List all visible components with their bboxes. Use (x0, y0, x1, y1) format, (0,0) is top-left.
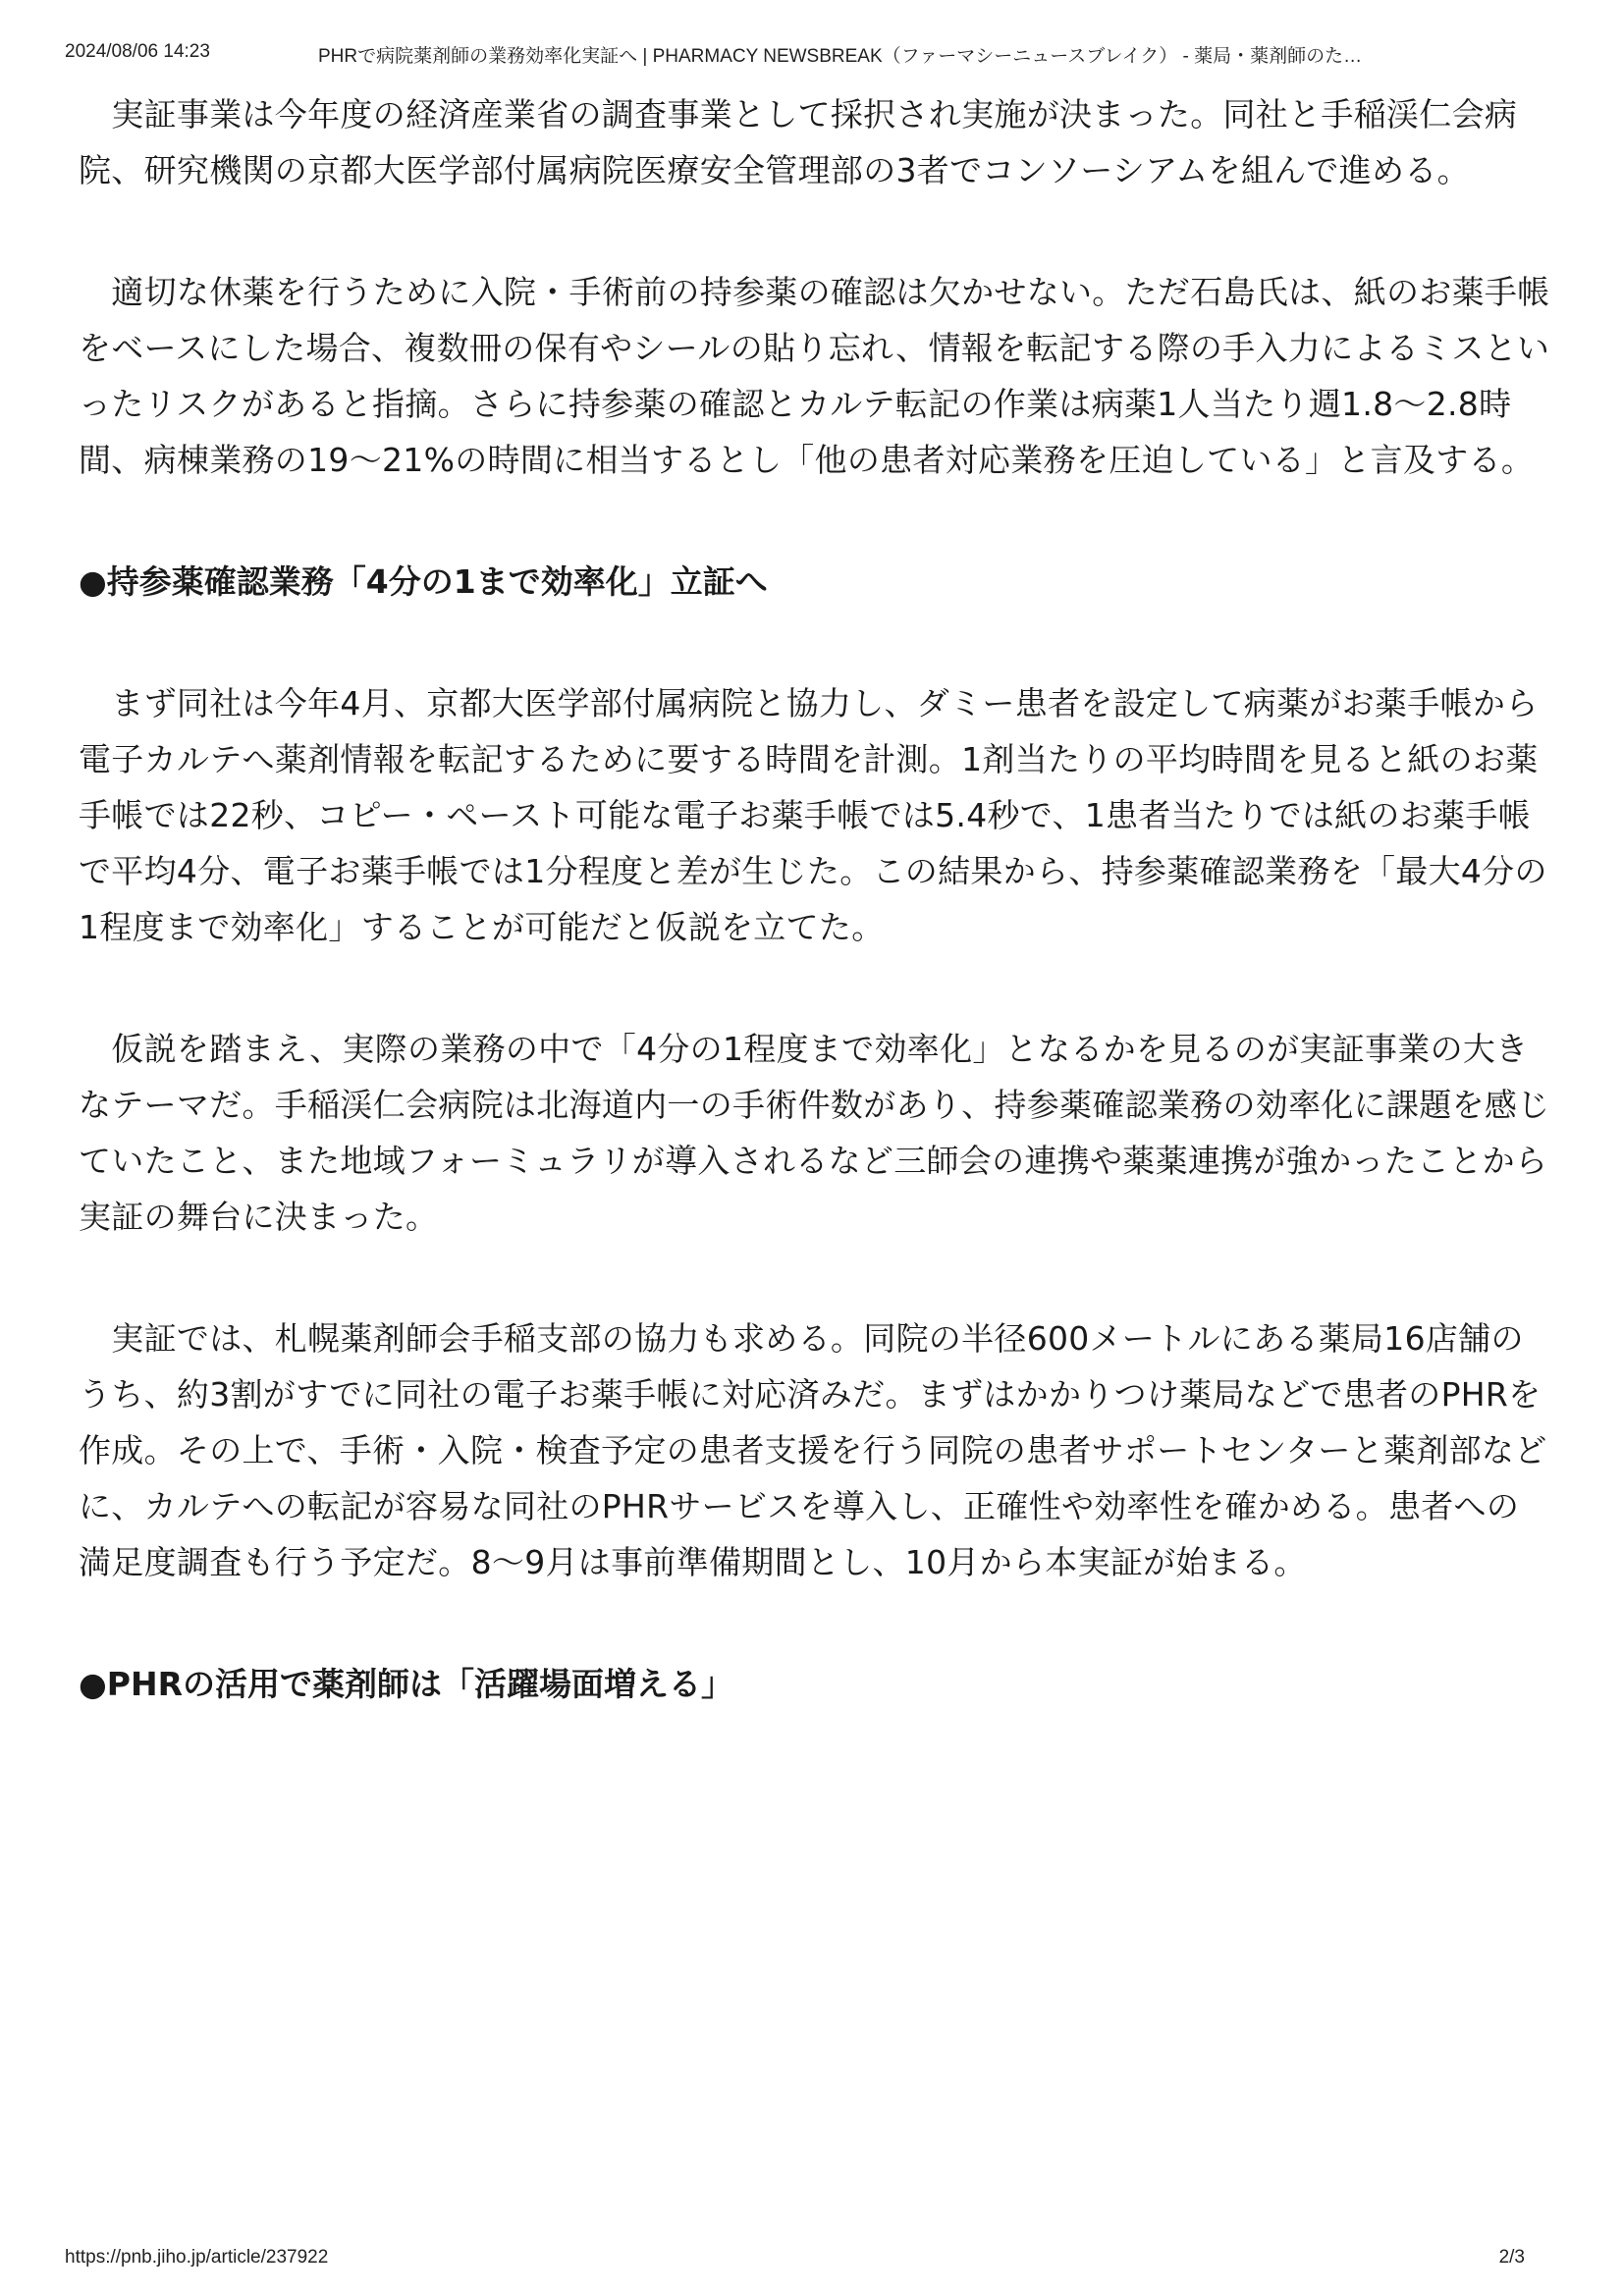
section-heading: ●持参薬確認業務「4分の1まで効率化」立証へ (79, 562, 768, 601)
paragraph: 適切な休薬を行うために入院・手術前の持参薬の確認は欠かせない。ただ石島氏は、紙のお薬手帳をベースにした場合、複数冊の保有やシールの貼り忘れ、情報を転記する際の手入力によるミスといったリスクがあると指摘。さらに持参薬の確認とカルテ転記の作業は病薬1人当たり週1.8～2.8時間、病棟業務の19～21%の時間に相当するとし「他の患者対応業務を圧迫している」と言及する。 (79, 273, 1550, 479)
page-number: 2/3 (1498, 2247, 1525, 2268)
page-url: https://pnb.jiho.jp/article/237922 (65, 2247, 329, 2268)
section-heading: ●PHRの活用で薬剤師は「活躍場面増える」 (79, 1665, 734, 1703)
print-footer (65, 2247, 1525, 2274)
page-title: PHRで病院薬剤師の業務効率化実証へ | PHARMACY NEWSBREAK（ファーマシーニュースブレイク） - 薬局・薬剤師のた… (318, 46, 1363, 67)
paragraph: 実証事業は今年度の経済産業省の調査事業として採択され実施が決まった。同社と手稲渓仁会病院、研究機関の京都大医学部付属病院医療安全管理部の3者でコンソーシアムを組んで進める。 (79, 95, 1518, 189)
paragraph: まず同社は今年4月、京都大医学部付属病院と協力し、ダミー患者を設定して病薬がお薬手帳から電子カルテへ薬剤情報を転記するために要する時間を計測。1剤当たりの平均時間を見ると紙のお薬手帳では22秒、コピー・ペースト可能な電子お薬手帳では5.4秒で、1患者当たりでは紙のお薬手帳で平均4分、電子お薬手帳では1分程度と差が生じた。この結果から、持参薬確認業務を「最大4分の1程度まで効率化」することが可能だと仮説を立てた。 (79, 684, 1547, 946)
paragraph: 実証では、札幌薬剤師会手稲支部の協力も求める。同院の半径600メートルにある薬局16店舗のうち、約3割がすでに同社の電子お薬手帳に対応済みだ。まずはかかりつけ薬局などで患者のPHRを作成。その上で、手術・入院・検査予定の患者支援を行う同院の患者サポートセンターと薬剤部などに、カルテへの転記が容易な同社のPHRサービスを導入し、正確性や効率性を確かめる。患者への満足度調査も行う予定だ。8～9月は事前準備期間とし、10月から本実証が始まる。 (79, 1319, 1547, 1581)
print-header (65, 41, 1564, 71)
article-body (79, 86, 1551, 1778)
paragraph: 仮説を踏まえ、実際の業務の中で「4分の1程度まで効率化」となるかを見るのが実証事業の大きなテーマだ。手稲渓仁会病院は北海道内一の手術件数があり、持参薬確認業務の効率化に課題を感じていたこと、また地域フォーミュラリが導入されるなど三師会の連携や薬薬連携が強かったことから実証の舞台に決まった。 (79, 1030, 1550, 1236)
print-timestamp: 2024/08/06 14:23 (65, 41, 210, 62)
